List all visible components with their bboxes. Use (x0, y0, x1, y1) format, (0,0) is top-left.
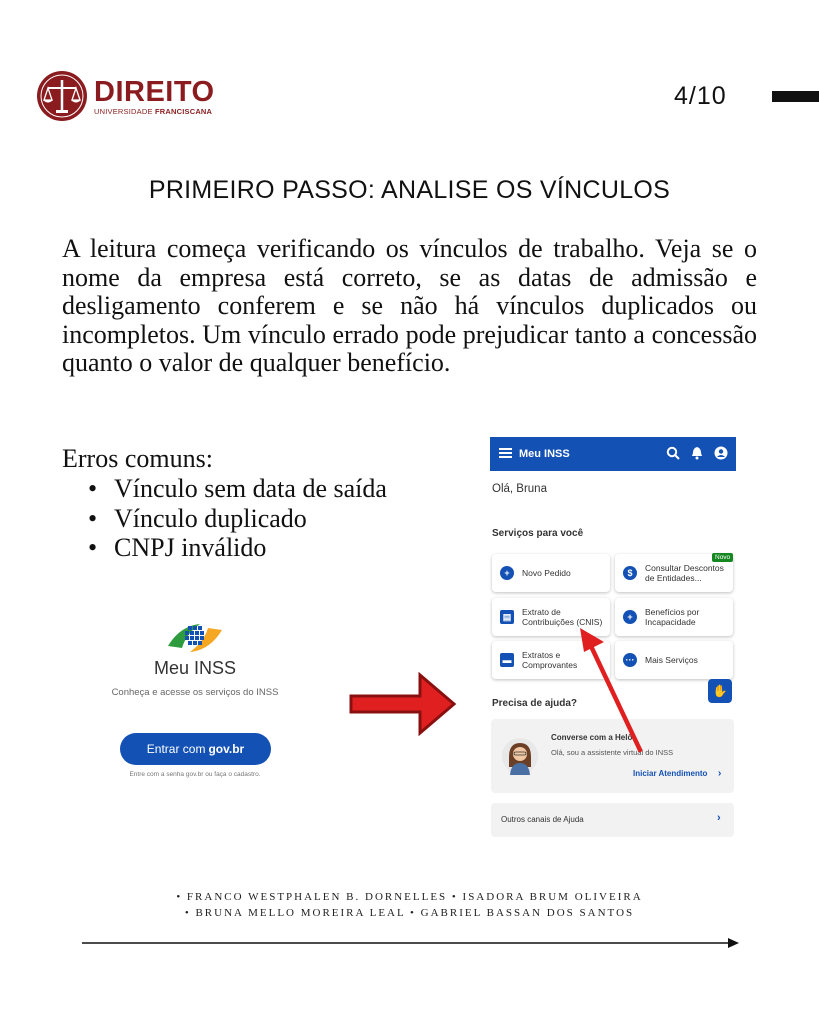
pointer-arrow-icon (570, 626, 650, 754)
body-paragraph: A leitura começa verificando os vínculos de trabalho. Veja se o nome da empresa está correto, se as datas de admissão e desligamento conferem e se não há vínculos duplicados ou incompletos. Um vínculo errado pode prejudicar tanto a concessão quanto o valor de qualquer benefício. (62, 234, 757, 377)
chat-description: Olá, sou a assistente virtual do INSS (551, 748, 674, 757)
card-label: Novo Pedido (522, 567, 571, 578)
authors-line: • BRUNA MELLO MOREIRA LEAL • GABRIEL BASSAN DOS SANTOS (184, 907, 635, 919)
page-number: 4/10 (674, 82, 727, 110)
login-hint: Entre com a senha gov.br ou faça o cadastro. (129, 771, 261, 778)
novo-pedido-card[interactable] (492, 554, 610, 592)
folder-icon: ▬ (500, 653, 514, 667)
search-icon[interactable] (666, 446, 680, 460)
card-label: Mais Serviços (645, 654, 698, 665)
login-button-label: Entrar com (146, 742, 206, 756)
meu-inss-title: Meu INSS (153, 658, 237, 678)
app-title: Meu INSS (519, 448, 570, 460)
logo-title: DIREITO (94, 75, 215, 108)
user-greeting: Olá, Bruna (492, 483, 547, 495)
errors-list (112, 474, 387, 563)
help-heading: Precisa de ajuda? (492, 698, 578, 709)
account-icon[interactable] (714, 446, 728, 460)
govbr-brand: gov.br (208, 742, 245, 756)
right-arrow-icon (348, 670, 458, 738)
assistant-avatar (501, 737, 539, 775)
plus-icon: + (500, 566, 514, 580)
slide-title: PRIMEIRO PASSO: ANALISE OS VÍNCULOS (148, 176, 671, 204)
more-icon: ··· (623, 653, 637, 667)
card-label: Extrato de Contribuições (CNIS) (522, 606, 603, 627)
page-bar-decoration (772, 91, 819, 102)
menu-icon[interactable] (499, 447, 512, 459)
list-item: • Vínculo duplicado (112, 504, 387, 534)
errors-heading: Erros comuns: (62, 444, 213, 473)
chat-title: Converse com a Helô (551, 733, 633, 742)
app-header (490, 437, 736, 471)
chevron-right-icon: › (717, 812, 721, 824)
meu-inss-tagline: Conheça e acesse os serviços do INSS (111, 687, 279, 698)
meu-inss-logo-icon (164, 618, 226, 658)
authors-line: • FRANCO WESTPHALEN B. DORNELLES • ISADORA BRUM OLIVEIRA (176, 891, 643, 903)
dollar-icon: $ (623, 566, 637, 580)
card-label: Extratos e Comprovantes (522, 649, 578, 670)
scales-of-justice-icon (36, 70, 88, 122)
logo-subtitle: UNIVERSIDADE FRANCISCANA (94, 106, 213, 116)
card-label: Consultar Descontos de Entidades... (645, 562, 724, 583)
login-govbr-button[interactable] (120, 733, 271, 765)
bell-icon[interactable] (690, 446, 704, 460)
long-arrow-icon (82, 936, 740, 950)
university-logo (36, 70, 215, 122)
start-chat-link[interactable]: Iniciar Atendimento (633, 769, 708, 778)
services-heading: Serviços para você (492, 528, 584, 539)
list-item: • CNPJ inválido (112, 533, 387, 563)
chevron-right-icon: › (718, 768, 722, 779)
accessibility-hand-icon[interactable]: ✋ (708, 679, 732, 703)
new-badge: Novo (712, 553, 733, 562)
person-plus-icon: + (623, 610, 637, 624)
authors-list (0, 889, 819, 921)
document-icon: ▤ (500, 610, 514, 624)
list-item: • Vínculo sem data de saída (112, 474, 387, 504)
other-help-channels[interactable] (491, 803, 734, 837)
card-label: Benefícios por Incapacidade (645, 606, 700, 627)
other-channels-label: Outros canais de Ajuda (501, 815, 584, 824)
